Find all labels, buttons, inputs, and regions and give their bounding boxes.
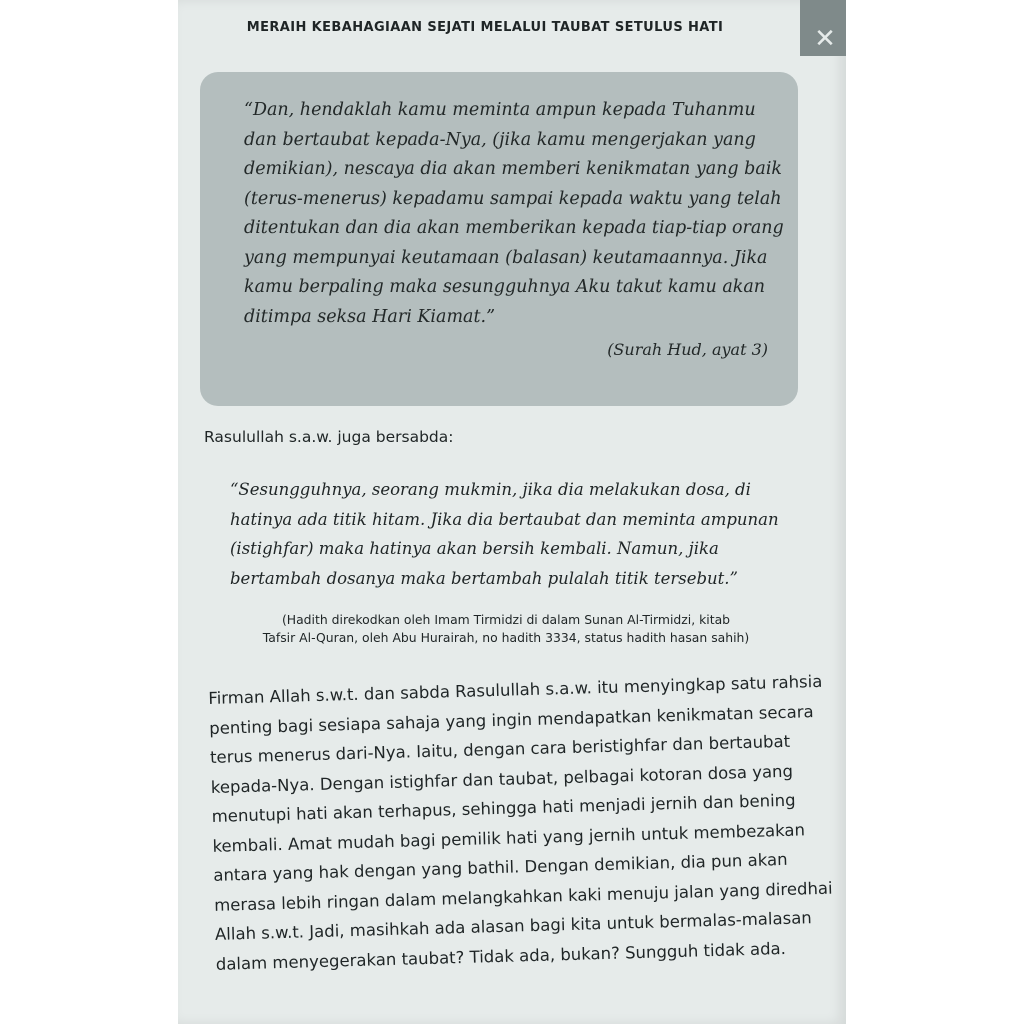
body-line: Firman Allah s.w.t. dan sabda Rasulullah s.a.w. itu menyingkap satu rahsia [208, 671, 823, 708]
quote-line: (terus-menerus) kepadamu sampai kepada waktu yang telah [244, 188, 782, 209]
quran-quote [244, 96, 784, 332]
hadith-line: “Sesungguhnya, seorang mukmin, jika dia melakukan dosa, di [230, 480, 751, 499]
body-line: kepada-Nya. Dengan istighfar dan taubat, pelbagai kotoran dosa yang [210, 761, 794, 797]
quote-line: dan bertaubat kepada-Nya, (jika kamu mengerjakan yang [244, 129, 756, 150]
hadith-source-line: Tafsir Al-Quran, oleh Abu Hurairah, no hadith 3334, status hadith hasan sahih) [262, 630, 750, 645]
hadith-line: bertambah dosanya maka bertambah pulalah titik tersebut.” [230, 568, 738, 588]
hadith-source [226, 611, 786, 647]
body-line: Allah s.w.t. Jadi, masihkah ada alasan bagi kita untuk bermalas-malasan [214, 908, 812, 944]
quote-line: yang mempunyai keutamaan (balasan) keutamaannya. Jika [244, 247, 768, 268]
body-line: dalam menyegerakan taubat? Tidak ada, bukan? Sungguh tidak ada. [215, 938, 787, 974]
quote-source: (Surah Hud, ayat 3) [607, 340, 768, 359]
body-paragraph [208, 667, 833, 979]
body-line: terus menerus dari-Nya. Iaitu, dengan cara beristighfar dan bertaubat [209, 731, 791, 767]
running-head: MERAIH KEBAHAGIAAN SEJATI MELALUI TAUBAT SETULUS HATI [246, 20, 724, 35]
quote-line: ditentukan dan dia akan memberikan kepada tiap-tiap orang [244, 218, 784, 238]
quote-line: kamu berpaling maka sesungguhnya Aku takut kamu akan [244, 277, 766, 297]
decorative-ornament-icon: ✕ [814, 24, 836, 54]
hadith-quote [230, 475, 779, 593]
body-line: merasa lebih ringan dalam melangkahkan kaki menuju jalan yang diredhai [213, 878, 833, 915]
body-line: kembali. Amat mudah bagi pemilik hati yang jernih untuk membezakan [212, 819, 806, 856]
quote-line: “Dan, hendaklah kamu meminta ampun kepada Tuhanmu [244, 100, 756, 120]
hadith-line: hatinya ada titik hitam. Jika dia bertaubat dan meminta ampunan [230, 509, 779, 529]
body-line: menutupi hati akan terhapus, sehingga hati menjadi jernih dan bening [211, 790, 796, 826]
intro-line: Rasulullah s.a.w. juga bersabda: [204, 428, 454, 446]
hadith-line: (istighfar) maka hatinya akan bersih kembali. Namun, jika [230, 539, 719, 558]
quote-line: demikian), nescaya dia akan memberi kenikmatan yang baik [244, 159, 783, 179]
body-line: penting bagi sesiapa sahaja yang ingin mendapatkan kenikmatan secara [208, 701, 814, 738]
body-line: antara yang hak dengan yang bathil. Dengan demikian, dia pun akan [213, 849, 788, 885]
quote-line: ditimpa seksa Hari Kiamat.” [244, 306, 496, 327]
hadith-source-line: (Hadith direkodkan oleh Imam Tirmidzi di dalam Sunan Al-Tirmidzi, kitab [281, 612, 731, 627]
